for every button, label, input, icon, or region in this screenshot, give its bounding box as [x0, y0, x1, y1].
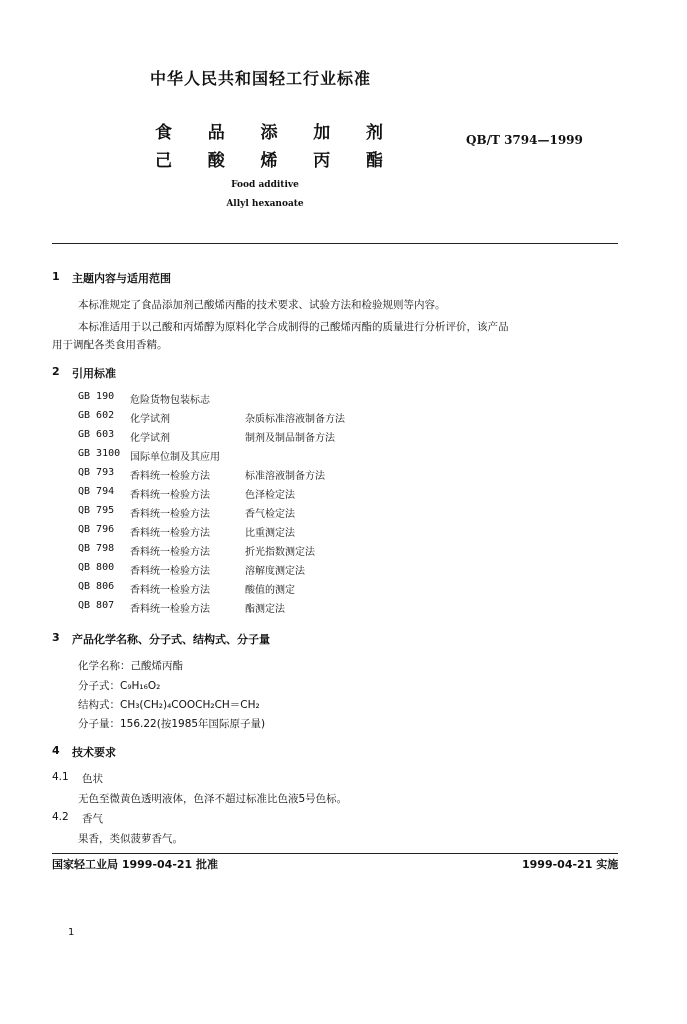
ref-subtitle: 比重测定法: [245, 528, 295, 539]
ref-subtitle: 标准溶液制备方法: [245, 471, 325, 482]
ref-title: 香料统一检验方法: [130, 566, 210, 577]
ref-code: GB 3100: [78, 448, 121, 459]
ref-code: QB 794: [78, 486, 115, 497]
section-2-title: 引用标准: [72, 367, 116, 380]
section-1-paragraph-2: 本标准适用于以己酸和丙烯醇为原料化学合成制得的己酸烯丙酯的质量进行分析评价，该产品: [78, 321, 509, 333]
molecular-formula: 分子式：C₉H₁₆O₂: [78, 680, 161, 692]
title-char: 己: [155, 151, 172, 171]
title-char: 剂: [366, 123, 383, 143]
ref-title: 香料统一检验方法: [130, 585, 210, 596]
title-char: 品: [207, 123, 225, 143]
section-4-2-text: 果香，类似菠萝香气。: [78, 833, 183, 845]
ref-subtitle: 折光指数测定法: [245, 547, 315, 558]
title-char: 酯: [366, 151, 383, 171]
issuing-organization: 中华人民共和国轻工行业标准: [150, 69, 372, 88]
ref-title: 香料统一检验方法: [130, 490, 210, 501]
ref-subtitle: 酸值的测定: [245, 585, 295, 596]
section-3-title: 产品化学名称、分子式、结构式、分子量: [72, 633, 270, 646]
ref-code: QB 800: [78, 562, 115, 573]
header-divider: [52, 243, 618, 244]
title-char: 丙: [313, 151, 331, 171]
section-1-paragraph-2-cont: 用于调配各类食用香精。: [52, 339, 168, 351]
page-number: 1: [68, 927, 75, 938]
ref-code: QB 796: [78, 524, 115, 535]
english-title-line-2: Allyl hexanoate: [226, 199, 304, 209]
molecular-weight: 分子量：156.22(按1985年国际原子量): [78, 718, 266, 730]
ref-title: 化学试剂: [130, 414, 170, 425]
ref-code: QB 795: [78, 505, 115, 516]
ref-title: 危险货物包装标志: [130, 395, 210, 406]
effective-date: 1999-04-21 实施: [522, 858, 619, 871]
ref-code: QB 798: [78, 543, 115, 554]
title-char: 食: [155, 123, 172, 143]
section-1-number: 1: [52, 270, 60, 283]
ref-title: 国际单位制及其应用: [130, 452, 220, 463]
ref-code: QB 806: [78, 581, 115, 592]
section-4-number: 4: [52, 744, 60, 757]
section-2-number: 2: [52, 365, 60, 378]
section-1-title: 主题内容与适用范围: [72, 272, 171, 285]
ref-subtitle: 溶解度测定法: [245, 566, 305, 577]
ref-code: QB 807: [78, 600, 115, 611]
ref-title: 香料统一检验方法: [130, 547, 210, 558]
ref-subtitle: 制剂及制品制备方法: [245, 433, 335, 444]
section-3-number: 3: [52, 631, 60, 644]
title-char: 烯: [260, 151, 278, 171]
title-line-2: [155, 146, 383, 171]
ref-title: 香料统一检验方法: [130, 509, 210, 520]
english-title-line-1: Food additive: [231, 180, 299, 190]
ref-title: 化学试剂: [130, 433, 170, 444]
ref-subtitle: 色泽检定法: [245, 490, 295, 501]
section-4-1-title: 色状: [82, 773, 103, 785]
section-4-2-title: 香气: [82, 813, 103, 825]
title-char: 酸: [207, 151, 225, 171]
title-line-1: [155, 118, 383, 143]
ref-code: GB 602: [78, 410, 115, 421]
title-char: 添: [260, 123, 278, 143]
ref-subtitle: 酯测定法: [245, 604, 285, 615]
ref-code: GB 190: [78, 391, 115, 402]
ref-subtitle: 杂质标准溶液制备方法: [245, 414, 345, 425]
structural-formula: 结构式：CH₃(CH₂)₄COOCH₂CH＝CH₂: [78, 699, 260, 711]
section-4-1-text: 无色至微黄色透明液体，色泽不超过标准比色液5号色标。: [78, 793, 348, 805]
standard-code: QB/T 3794—1999: [466, 133, 583, 147]
approval-line: 国家轻工业局 1999-04-21 批准: [52, 858, 219, 871]
title-char: 加: [313, 123, 331, 143]
section-1-paragraph-1: 本标准规定了食品添加剂己酸烯丙酯的技术要求、试验方法和检验规则等内容。: [78, 299, 446, 311]
section-4-title: 技术要求: [72, 746, 116, 759]
chemical-name: 化学名称：己酸烯丙酯: [78, 660, 183, 672]
ref-code: QB 793: [78, 467, 115, 478]
ref-title: 香料统一检验方法: [130, 471, 210, 482]
footer-divider: [52, 853, 618, 854]
ref-subtitle: 香气检定法: [245, 509, 295, 520]
section-4-1-number: 4.1: [52, 771, 69, 783]
ref-title: 香料统一检验方法: [130, 604, 210, 615]
section-4-2-number: 4.2: [52, 811, 69, 823]
ref-title: 香料统一检验方法: [130, 528, 210, 539]
ref-code: GB 603: [78, 429, 115, 440]
